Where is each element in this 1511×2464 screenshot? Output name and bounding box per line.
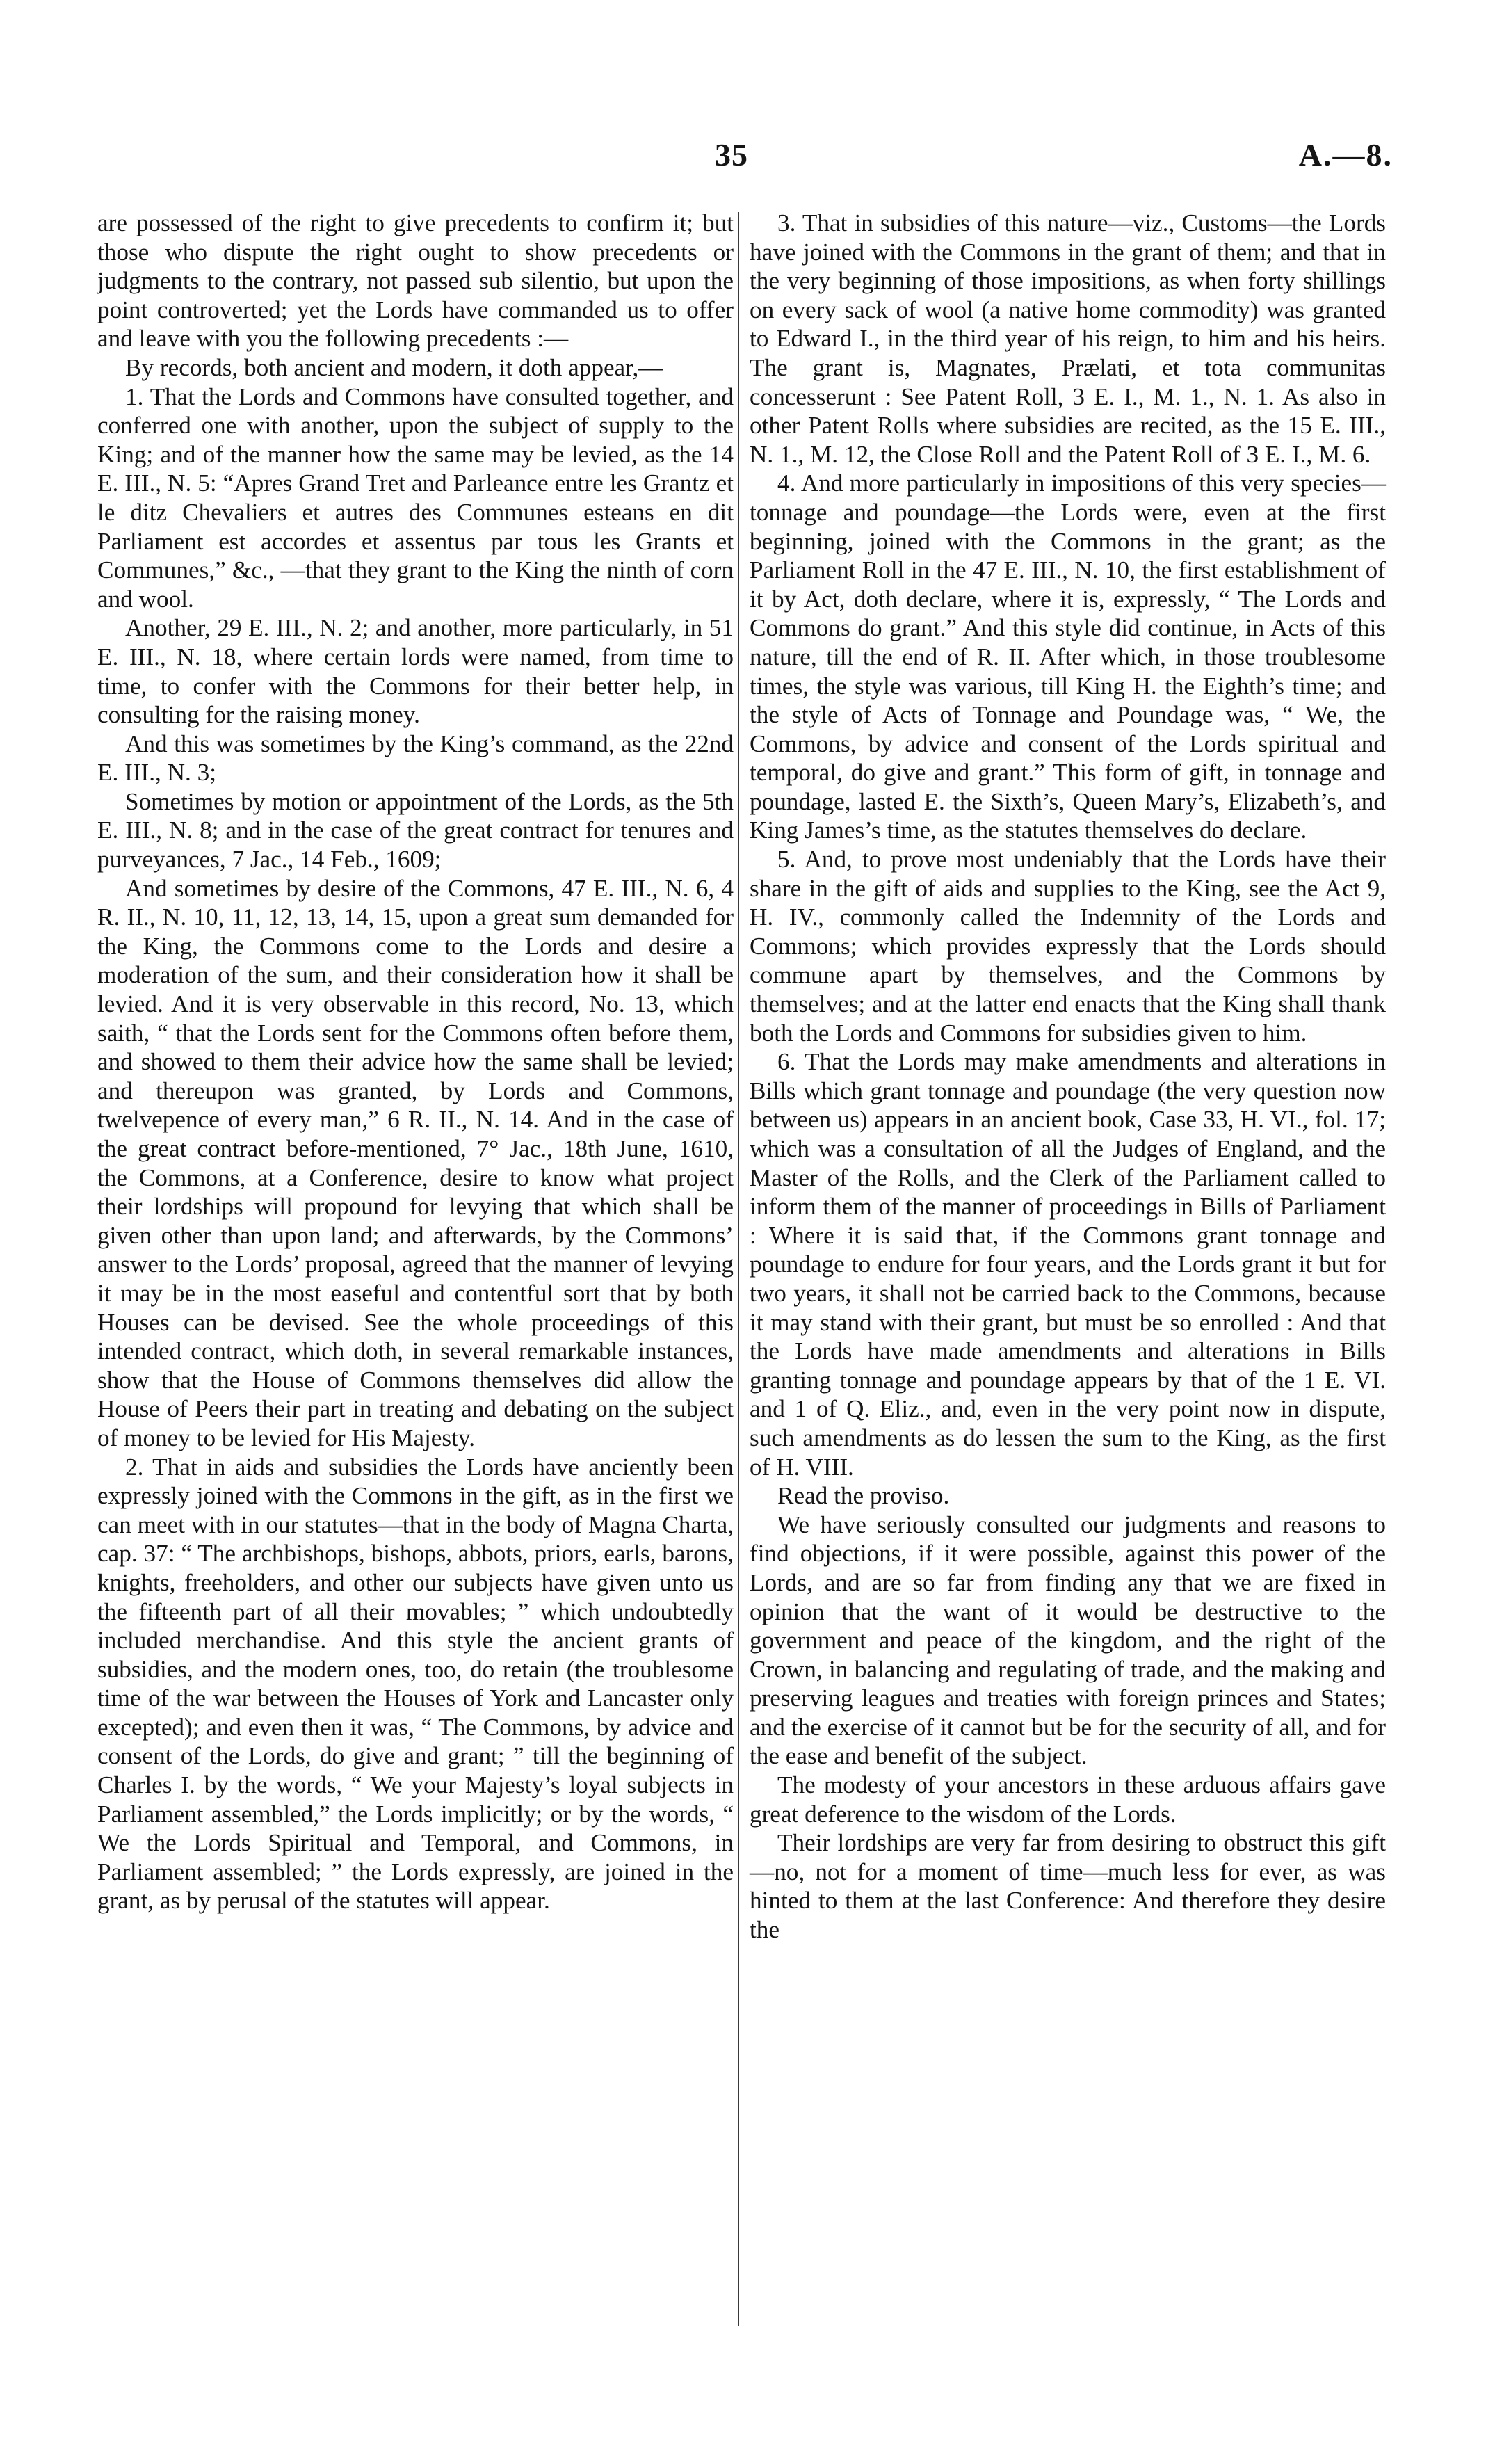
paragraph: Their lordships are very far from desiring to obstruct this gift—no, not for a moment of time—much less for ever, as was hinted to them at the last Conference: And therefore they desire the [750,1829,1386,1944]
paragraph: 3. That in subsidies of this nature—viz., Customs—the Lords have joined with the Commons in the grant of them; and that in the very beginning of those impositions, as when forty shillings on every sack of wool (a native home commodity) was granted to Edward I., in the third year of his reign, to him and his heirs. The grant is, Magnates, Prælati, et tota communitas concesserunt : See Patent Roll, 3 E. I., M. 1., N. 1. As also in other Patent Rolls where subsidies are recited, as the 15 E. III., N. 1., M. 12, the Close Roll and the Patent Roll of 3 E. I., M. 6. [750,209,1386,468]
page-header [0,136,1511,178]
paragraph: 2. That in aids and subsidies the Lords have anciently been expressly joined with the Commons in the gift, as in the first we can meet with in our statutes—that in the body of Magna Charta, cap. 37: “ The archbishops, bishops, abbots, priors, earls, barons, knights, freeholders, and other our subjects have given unto us the fifteenth part of all their movables; ” which undoubtedly included merchandise. And this style the ancient grants of subsidies, and the modern ones, too, do retain (the troublesome time of the war between the Houses of York and Lancaster only excepted); and even then it was, “ The Commons, by advice and consent of the Lords, do give and grant; ” till the beginning of Charles I. by the words, “ We your Majesty’s loyal subjects in Parliament assembled,” the Lords implicitly; or by the words, “ We the Lords Spiritual and Temporal, and Commons, in Parliament assembled; ” the Lords expressly, are joined in the grant, as by perusal of the statutes will appear. [97,1453,734,1915]
page-number: 35 [715,137,748,172]
paragraph: We have seriously consulted our judgments and reasons to find objections, if it were possible, against this power of the Lords, and are so far from finding any that we are fixed in opinion that the want of it would be destructive to the government and peace of the kingdom, and the right of the Crown, in balancing and regulating of trade, and the making and preserving leagues and treaties with foreign princes and States; and the exercise of it cannot but be for the security of all, and for the ease and benefit of the subject. [750,1511,1386,1770]
column-divider [738,212,739,2326]
paragraph: 4. And more particularly in impositions of this very species—tonnage and poundage—the Lords were, even at the first beginning, joined with the Commons in the grant; as the Parliament Roll in the 47 E. III., N. 10, the first establishment of it by Act, doth declare, where it is, expressly, “ The Lords and Commons do grant.” And this style did continue, in Acts of this nature, till the end of R. II. After which, in those troublesome times, the style was various, till King H. the Eighth’s time; and the style of Acts of Tonnage and Poundage was, “ We, the Commons, by advice and consent of the Lords spiritual and temporal, do give and grant.” This form of gift, in tonnage and poundage, lasted E. the Sixth’s, Queen Mary’s, Elizabeth’s, and King James’s time, as the statutes themselves do declare. [750,469,1386,844]
paragraph: are possessed of the right to give precedents to confirm it; but those who dispute the right ought to show precedents or judgments to the contrary, not passed sub silentio, but upon the point controverted; yet the Lords have commanded us to offer and leave with you the following precedents :— [97,209,734,353]
paragraph: Read the proviso. [777,1482,950,1510]
paragraph: Another, 29 E. III., N. 2; and another, more particularly, in 51 E. III., N. 18, where certain lords were named, from time to time, to confer with the Commons for their better help, in consulting for the raising money. [97,614,734,729]
right-column [750,209,1386,1944]
paragraph: 1. That the Lords and Commons have consulted together, and conferred one with another, upon the subject of supply to the King; and of the manner how the same may be levied, as the 14 E. III., N. 5: “Apres Grand Tret and Parleance entre les Grantz et le ditz Chevaliers et autres des Communes esteans en dit Parliament est accordes et assentus par tous les Grants et Communes,” &c., —that they grant to the King the ninth of corn and wool. [97,383,734,613]
paragraph: And sometimes by desire of the Commons, 47 E. III., N. 6, 4 R. II., N. 10, 11, 12, 13, 14, 15, upon a great sum demanded for the King, the Commons come to the Lords and desire a moderation of the sum, and their consideration how it shall be levied. And it is very observable in this record, No. 13, which saith, “ that the Lords sent for the Commons often before them, and showed to them their advice how the same shall be levied; and thereupon was granted, by Lords and Commons, twelvepence of every man,” 6 R. II., N. 14. And in the case of the great contract before-mentioned, 7° Jac., 18th June, 1610, the Commons, at a Conference, desire to know what project their lordships will propound for levying that which shall be given other than upon land; and afterwards, by the Commons’ answer to the Lords’ proposal, agreed that the manner of levying it may be in the most easeful and contentful sort that by both Houses can be devised. See the whole proceedings of this intended contract, which doth, in several remarkable instances, show that the House of Commons themselves did allow the House of Peers their part in treating and debating on the subject of money to be levied for His Majesty. [97,874,734,1451]
paragraph: And this was sometimes by the King’s command, as the 22nd E. III., N. 3; [97,730,734,787]
paragraph: 6. That the Lords may make amendments and alterations in Bills which grant tonnage and poundage (the very question now between us) appears in an ancient book, Case 33, H. VI., fol. 17; which was a consultation of all the Judges of England, and the Master of the Rolls, and the Clerk of the Parliament called to inform them of the manner of proceedings in Bills of Parliament : Where it is said that, if the Commons grant tonnage and poundage to endure for four years, and the Lords grant it but for two years, it shall not be carried back to the Commons, because it may stand with their grant, but must be so enrolled : And that the Lords have made amendments and alterations in Bills granting tonnage and poundage appears by that of the 1 E. VI. and 1 of Q. Eliz., and, even in the very point now in dispute, such amendments as do lessen the sum to the King, as the first of H. VIII. [750,1048,1386,1481]
document-reference: A.—8. [1298,137,1393,172]
paragraph: The modesty of your ancestors in these arduous affairs gave great deference to the wisdom of the Lords. [750,1771,1386,1828]
left-column [97,209,734,1915]
paragraph: By records, both ancient and modern, it doth appear,— [125,353,663,381]
paragraph: Sometimes by motion or appointment of the Lords, as the 5th E. III., N. 8; and in the case of the great contract for tenures and purveyances, 7 Jac., 14 Feb., 1609; [97,787,734,873]
paragraph: 5. And, to prove most undeniably that the Lords have their share in the gift of aids and supplies to the King, see the Act 9, H. IV., commonly called the Indemnity of the Lords and Commons; which provides expressly that the Lords should commune apart by themselves, and the Commons by themselves; and at the latter end enacts that the King shall thank both the Lords and Commons for subsidies given to him. [750,846,1386,1047]
